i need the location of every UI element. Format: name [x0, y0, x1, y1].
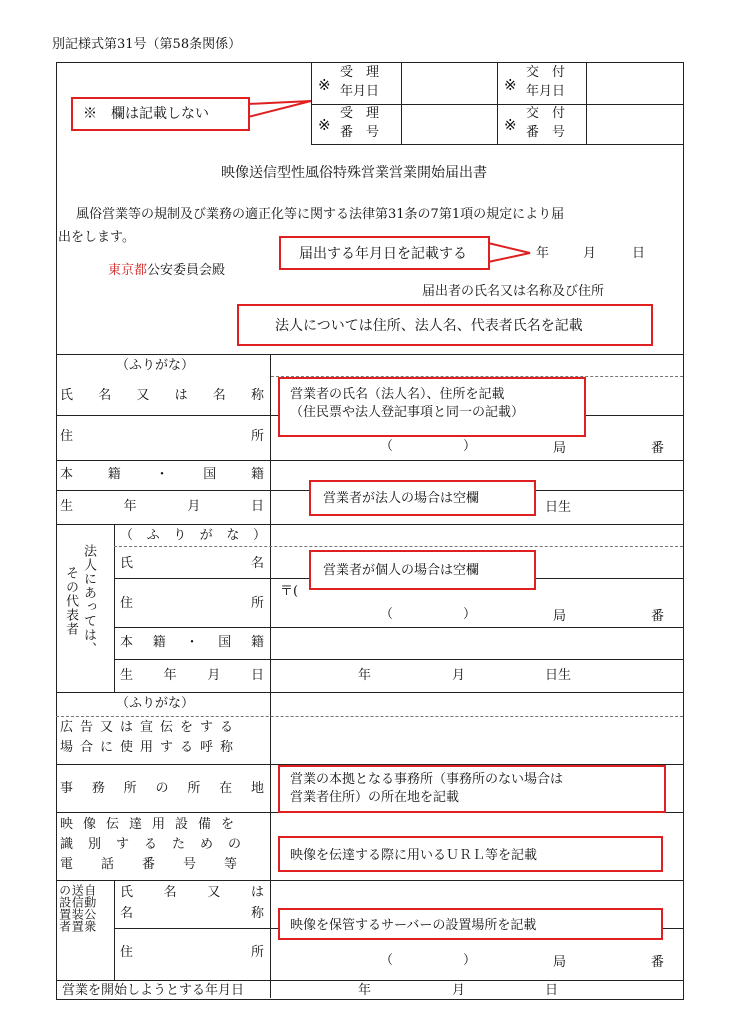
- rep-postal: 〒(: [280, 584, 299, 599]
- body-line-2: 出をします。: [58, 230, 135, 245]
- date-year: 年: [536, 246, 550, 261]
- mark-issued-number: ※: [504, 116, 517, 134]
- birth-label: 生 年 月 日: [60, 499, 264, 514]
- address-paren-open: （: [380, 439, 394, 454]
- rep-birth-label: 生 年 月 日: [120, 668, 264, 683]
- note-operator: 営業者の氏名（法人名）、住所を記載 （住民票や法人登記事項と同一の記載）: [278, 377, 586, 437]
- ad-name-label-2: 場合に使用する呼称: [60, 740, 241, 755]
- ad-furigana-label: （ふりがな）: [116, 696, 195, 711]
- video-id-label-2: 識別するための: [60, 837, 257, 852]
- name-label: 氏 名 又 は 名 称: [60, 388, 264, 403]
- rep-birth-year: 年: [358, 668, 372, 683]
- address-paren-close: ）: [463, 439, 477, 454]
- received-date-label-2: 年月日: [340, 84, 380, 99]
- birth-nichisei: 日生: [545, 500, 572, 515]
- honseki-label: 本 籍 ・ 国 籍: [60, 467, 264, 482]
- video-id-label-3: 電話番号等: [60, 857, 266, 872]
- rep-ban: 番: [651, 609, 665, 624]
- auto-ban: 番: [651, 955, 665, 970]
- auto-address-label: 住 所: [120, 945, 264, 960]
- issued-number-label: 交 付: [526, 106, 566, 121]
- ad-name-label: 広告又は宣伝をする: [60, 720, 241, 735]
- rep-group-label-2: 法人にあっては、: [80, 544, 96, 656]
- note-url: 映像を伝達する際に用いるＵＲＬ等を記載: [278, 836, 663, 872]
- note-date: 届出する年月日を記載する: [279, 236, 490, 270]
- auto-name-label-2: 名 称: [120, 906, 264, 921]
- address-kyoku: 局: [553, 441, 567, 456]
- rep-address-label: 住 所: [120, 596, 264, 611]
- arrow-date: [488, 243, 530, 262]
- rep-name-label: 氏 名: [120, 556, 264, 571]
- mark-received-date: ※: [318, 76, 331, 94]
- auto-paren-close: ）: [463, 953, 477, 968]
- note-server: 映像を保管するサーバーの設置場所を記載: [278, 908, 663, 940]
- rep-honseki-label: 本 籍 ・ 国 籍: [120, 635, 264, 650]
- auto-name-label: 氏 名 又 は: [120, 885, 264, 900]
- note-office-use: ※ 欄は記載しない: [71, 97, 250, 131]
- rep-furigana-label: （ ふ り が な ）: [120, 528, 266, 543]
- body-line-1: 風俗営業等の規制及び業務の適正化等に関する法律第31条の7第1項の規定により届: [76, 207, 565, 222]
- address-ban: 番: [651, 441, 665, 456]
- mark-received-number: ※: [318, 116, 331, 134]
- mark-issued-date: ※: [504, 76, 517, 94]
- note-office: 営業の本拠となる事務所（事務所のない場合は 営業者住所）の所在地を記載: [278, 765, 666, 813]
- office-location-label: 事 務 所 の 所 在 地: [60, 781, 264, 796]
- received-date-label: 受 理: [340, 65, 380, 80]
- auto-kyoku: 局: [553, 955, 567, 970]
- arrow-office-use: [248, 101, 311, 117]
- addressee-rest: 公安委員会殿: [147, 263, 226, 278]
- rep-group-label: その代表者: [62, 566, 78, 636]
- rep-birth-nichisei: 日生: [545, 668, 572, 683]
- rep-paren-close: ）: [463, 607, 477, 622]
- furigana-label: （ふりがな）: [116, 358, 195, 373]
- form-title: 映像送信型性風俗特殊営業営業開始届出書: [221, 165, 487, 181]
- issued-date-label: 交 付: [526, 65, 566, 80]
- date-day: 日: [632, 246, 646, 261]
- note-corporate: 法人については住所、法人名、代表者氏名を記載: [237, 304, 653, 346]
- start-year: 年: [358, 983, 372, 998]
- start-date-label: 営業を開始しようとする年月日: [62, 983, 245, 998]
- auto-paren-open: （: [380, 953, 394, 968]
- rep-birth-month: 月: [452, 668, 466, 683]
- received-number-label: 受 理: [340, 106, 380, 121]
- note-indiv-blank: 営業者が個人の場合は空欄: [309, 550, 536, 590]
- rep-paren-open: （: [380, 607, 394, 622]
- received-number-label-2: 番 号: [340, 125, 380, 140]
- applicant-label: 届出者の氏名又は名称及び住所: [422, 284, 605, 299]
- address-label: 住 所: [60, 429, 264, 444]
- issued-number-label-2: 番 号: [526, 125, 566, 140]
- date-month: 月: [583, 246, 597, 261]
- start-day: 日: [545, 983, 559, 998]
- auto-group-label: 自動公衆 送信装置 の設置者: [57, 884, 97, 932]
- note-corp-blank: 営業者が法人の場合は空欄: [309, 480, 536, 516]
- rep-kyoku: 局: [553, 609, 567, 624]
- form-number: 別記様式第31号（第58条関係）: [52, 37, 242, 52]
- issued-date-label-2: 年月日: [526, 84, 566, 99]
- start-month: 月: [452, 983, 466, 998]
- video-id-label: 映像伝達用設備を: [60, 817, 245, 832]
- addressee-prefecture: 東京都: [108, 263, 148, 278]
